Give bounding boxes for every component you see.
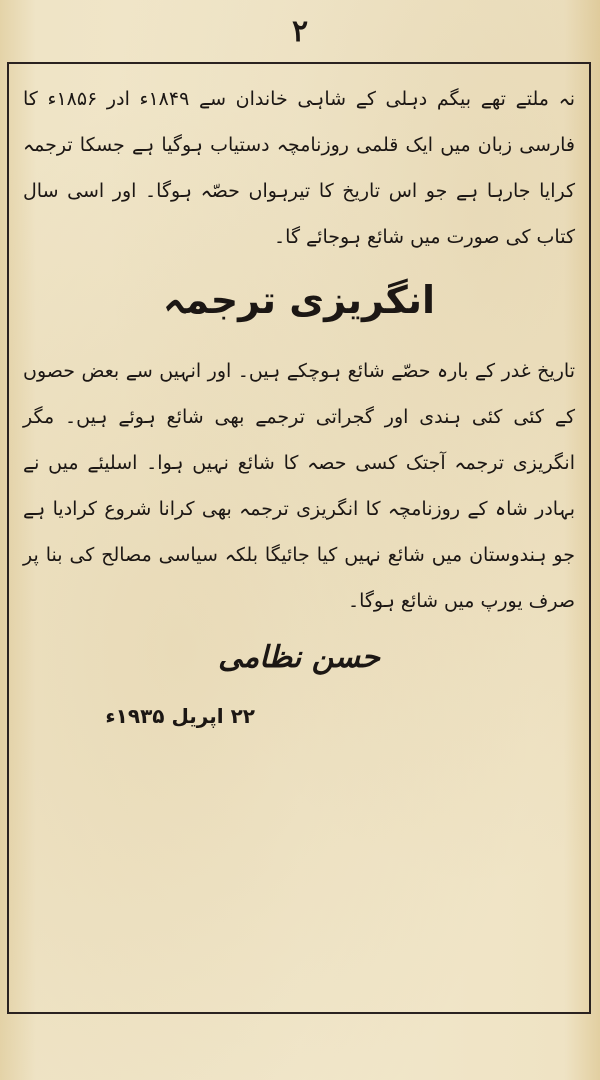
text-frame — [7, 62, 591, 1014]
text-content — [23, 72, 575, 736]
intro-paragraph: نہ ملتے تھے بیگم دہلی کے شاہی خاندان سے ۱۸۴۹ء ادر ۱۸۵۶ء کا فارسی زبان میں ایک قلمی روزنامچہ دستیاب ہوگیا ہے جسکا ترجمہ کرایا جارہا ہے جو اس تاریخ کا تیرہواں حصّہ ہوگا۔ اور اسی سال کتاب کی صورت میں شائع ہوجائے گا۔ — [23, 88, 575, 248]
section-heading: انگریزی ترجمہ — [162, 278, 436, 322]
body-paragraph: تاریخ غدر کے بارہ حصّے شائع ہوچکے ہیں۔ اور انہیں سے بعض حصوں کے کئی کئی ہندی اور گجراتی ترجمے بھی شائع ہوئے ہیں۔ مگر انگریزی ترجمہ آجتک کسی حصہ کا شائع نہیں ہوا۔ اسلیئے میں نے بہادر شاہ کے روزنامچہ کا انگریزی ترجمہ بھی کرانا شروع کرادیا ہے جو ہندوستان میں شائع نہیں کیا جائیگا بلکہ سیاسی مصالح کی بنا پر صرف یورپ میں شائع ہوگا۔ — [23, 360, 575, 612]
page-number: ۲ — [291, 14, 309, 49]
signature: حسن نظامی — [218, 640, 380, 675]
date-line: ۲۲ اپریل ۱۹۳۵ء — [105, 704, 255, 728]
